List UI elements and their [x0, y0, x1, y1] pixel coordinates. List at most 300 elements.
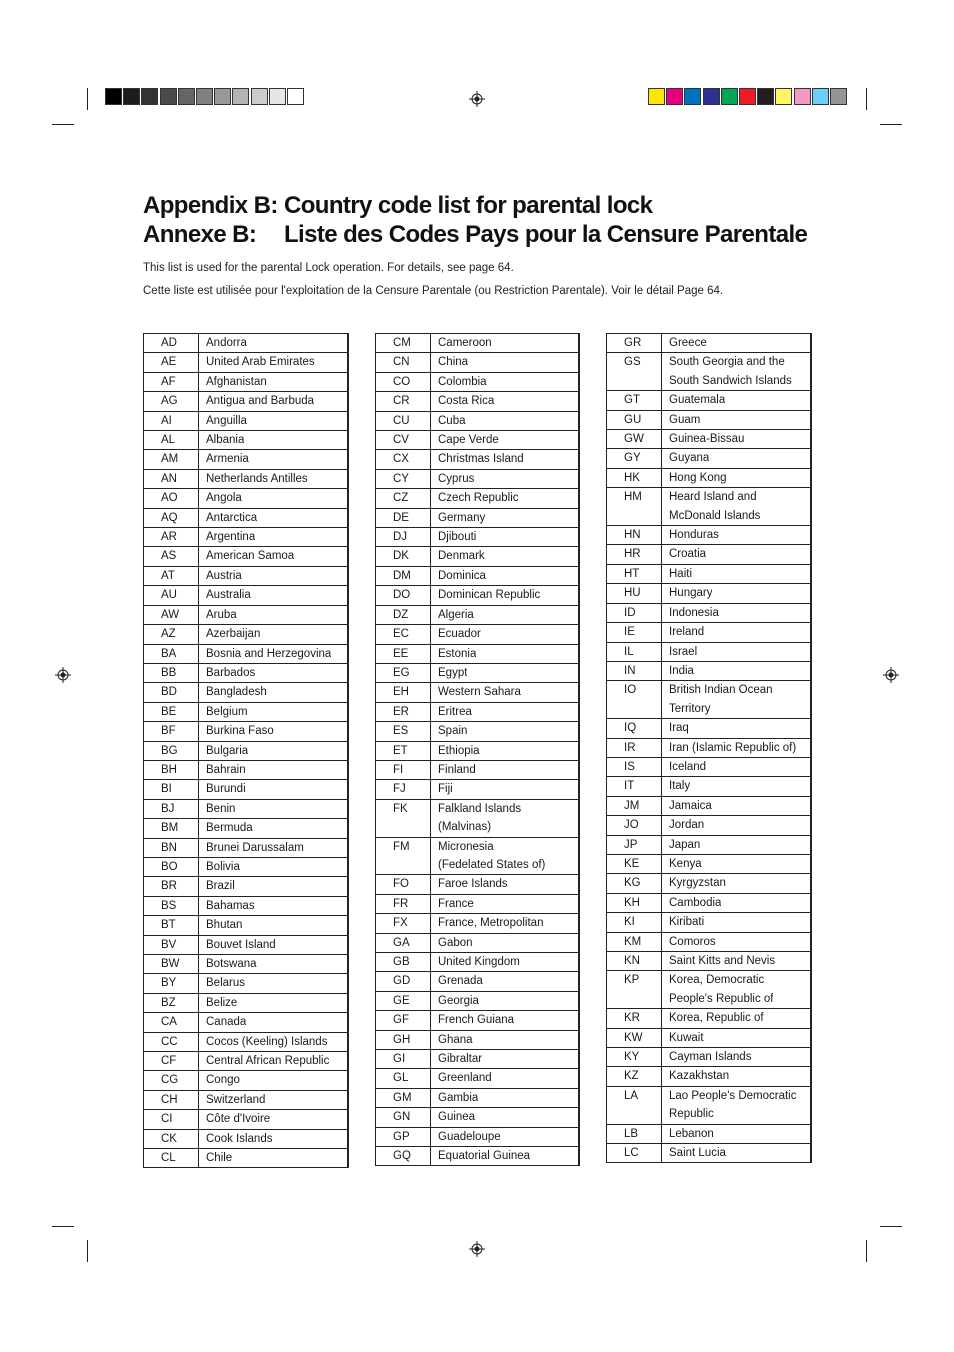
country-name-cell: [662, 584, 712, 602]
table-row: [607, 334, 810, 353]
country-name-cell: [662, 1067, 729, 1085]
country-name-cell: [431, 1108, 475, 1126]
table-row: [144, 819, 347, 838]
country-name-cell: [431, 780, 453, 798]
country-code-cell: GI: [376, 1050, 431, 1068]
country-code-cell: IN: [607, 662, 662, 680]
country-name-line: Bhutan: [206, 919, 243, 932]
table-row: [144, 994, 347, 1013]
country-name-line: Afghanistan: [206, 375, 267, 388]
country-name-cell: [199, 1033, 327, 1051]
country-name-line: Japan: [669, 838, 701, 851]
country-name-cell: [199, 1052, 329, 1070]
country-code-cell: FI: [376, 761, 431, 779]
country-name-line: Lao People's Democratic: [669, 1089, 797, 1102]
country-name-cell: [199, 412, 247, 430]
country-name-cell: [199, 683, 267, 701]
table-row: [144, 1013, 347, 1032]
country-code-cell: KI: [607, 913, 662, 931]
country-name-cell: [431, 470, 474, 488]
country-name-line: Iraq: [669, 722, 689, 735]
country-name-cell: [431, 800, 521, 837]
country-code-cell: CH: [144, 1091, 199, 1109]
table-row: [607, 469, 810, 488]
country-code-cell: KY: [607, 1048, 662, 1066]
table-row: [607, 894, 810, 913]
country-code-cell: AZ: [144, 625, 199, 643]
table-row: [607, 1087, 810, 1125]
country-code-cell: BG: [144, 742, 199, 760]
country-name-cell: [431, 722, 467, 740]
table-row: [144, 547, 347, 566]
country-code-cell: BN: [144, 839, 199, 857]
table-row: [144, 567, 347, 586]
registration-mark-icon: [55, 667, 71, 683]
table-row: [607, 777, 810, 796]
country-name-cell: [662, 353, 792, 390]
country-name-line: Eritrea: [438, 705, 472, 718]
country-code-cell: BI: [144, 780, 199, 798]
country-name-cell: [431, 703, 472, 721]
table-row: [376, 953, 578, 972]
table-row: [607, 584, 810, 603]
color-swatch: [794, 88, 811, 105]
country-code-cell: GL: [376, 1069, 431, 1087]
country-code-cell: FJ: [376, 780, 431, 798]
country-name-cell: [431, 683, 521, 701]
country-name-cell: [431, 992, 479, 1010]
country-name-cell: [662, 681, 773, 718]
table-row: [144, 450, 347, 469]
country-code-cell: JP: [607, 836, 662, 854]
country-name-cell: [662, 643, 697, 661]
country-code-cell: BW: [144, 955, 199, 973]
country-name-cell: [431, 567, 486, 585]
country-name-cell: [199, 819, 253, 837]
country-name-line: Heard Island and: [669, 491, 757, 504]
color-swatch: [721, 88, 738, 105]
country-name-line: Burkina Faso: [206, 725, 274, 738]
country-code-cell: IQ: [607, 719, 662, 737]
country-name-cell: [199, 1071, 240, 1089]
table-row: [144, 780, 347, 799]
table-row: [376, 934, 578, 953]
country-name-line: Guam: [669, 413, 701, 426]
country-name-cell: [662, 894, 721, 912]
country-code-cell: GE: [376, 992, 431, 1010]
country-name-line: Dominica: [438, 569, 486, 582]
table-row: [376, 761, 578, 780]
country-name-line: Bosnia and Herzegovina: [206, 647, 332, 660]
country-code-cell: KM: [607, 933, 662, 951]
country-name-line: Andorra: [206, 337, 247, 349]
table-row: [376, 992, 578, 1011]
country-code-cell: BF: [144, 722, 199, 740]
country-name-line: Iceland: [669, 760, 707, 773]
country-code-cell: IL: [607, 643, 662, 661]
country-name-cell: [199, 392, 314, 410]
country-name-line: Faroe Islands: [438, 878, 508, 891]
country-name-line: Comoros: [669, 935, 716, 948]
country-code-cell: AW: [144, 606, 199, 624]
color-swatch: [739, 88, 756, 105]
country-code-cell: CV: [376, 431, 431, 449]
country-code-cell: CG: [144, 1071, 199, 1089]
country-name-cell: [662, 1048, 751, 1066]
country-name-cell: [431, 934, 473, 952]
country-code-cell: BB: [144, 664, 199, 682]
country-name-line: Congo: [206, 1074, 240, 1087]
country-name-cell: [662, 334, 707, 352]
table-row: [144, 955, 347, 974]
country-name-line: Denmark: [438, 550, 485, 563]
color-swatch: [287, 88, 304, 105]
country-name-line: Algeria: [438, 608, 474, 621]
table-row: [607, 952, 810, 971]
table-row: [144, 1110, 347, 1129]
country-name-line: Indonesia: [669, 606, 719, 619]
crop-mark: [880, 1226, 902, 1227]
country-code-cell: KW: [607, 1029, 662, 1047]
country-name-cell: [431, 953, 520, 971]
country-code-cell: CR: [376, 392, 431, 410]
table-row: [376, 392, 578, 411]
table-row: [376, 509, 578, 528]
table-row: [376, 1050, 578, 1069]
country-name-line: South Georgia and the: [669, 356, 785, 369]
country-name-line: Gabon: [438, 936, 473, 949]
country-name-cell: [199, 353, 315, 371]
country-name-line: Antigua and Barbuda: [206, 395, 315, 408]
country-name-cell: [199, 1130, 272, 1148]
country-code-cell: AN: [144, 470, 199, 488]
country-name-cell: [199, 916, 242, 934]
country-name-line: Ecuador: [438, 628, 481, 641]
table-row: [376, 412, 578, 431]
country-code-cell: LC: [607, 1144, 662, 1162]
country-code-cell: GA: [376, 934, 431, 952]
country-name-line: British Indian Ocean: [669, 684, 773, 697]
country-code-cell: CO: [376, 373, 431, 391]
country-name-line: China: [438, 356, 469, 369]
country-name-cell: [662, 1009, 764, 1027]
country-name-line: Saint Kitts and Nevis: [669, 955, 776, 967]
country-name-line: Belgium: [206, 705, 248, 718]
table-row: [376, 1147, 578, 1165]
country-code-cell: IT: [607, 777, 662, 795]
table-row: [376, 800, 578, 838]
country-code-cell: CF: [144, 1052, 199, 1070]
country-code-cell: DE: [376, 509, 431, 527]
country-code-cell: ER: [376, 703, 431, 721]
country-name-cell: [199, 839, 304, 857]
table-row: [607, 797, 810, 816]
country-name-line: Switzerland: [206, 1093, 266, 1106]
country-name-line: Cocos (Keeling) Islands: [206, 1035, 328, 1048]
table-row: [376, 1128, 578, 1147]
table-row: [144, 489, 347, 508]
table-row: [607, 913, 810, 932]
country-code-cell: ES: [376, 722, 431, 740]
country-name-cell: [199, 373, 267, 391]
country-name-line: Aruba: [206, 608, 237, 621]
country-name-cell: [662, 816, 704, 834]
country-name-line: Brazil: [206, 880, 235, 893]
country-name-cell: [662, 1144, 726, 1162]
table-row: [607, 391, 810, 410]
country-code-cell: GS: [607, 353, 662, 390]
country-name-cell: [199, 974, 245, 992]
registration-mark-icon: [883, 667, 899, 683]
country-name-cell: [199, 994, 237, 1012]
country-name-line: Chile: [206, 1152, 233, 1165]
country-name-line: Jordan: [669, 819, 705, 832]
table-row: [144, 1149, 347, 1167]
table-row: [607, 565, 810, 584]
country-name-cell: [199, 625, 260, 643]
country-name-line: Côte d'Ivoire: [206, 1113, 271, 1126]
crop-mark: [87, 88, 88, 110]
country-name-line: People's Republic of: [669, 992, 774, 1005]
country-name-cell: [199, 800, 235, 818]
country-name-cell: [662, 777, 690, 795]
country-name-line: Italy: [669, 780, 691, 793]
country-name-cell: [199, 722, 274, 740]
country-code-cell: EG: [376, 664, 431, 682]
country-code-cell: CI: [144, 1110, 199, 1128]
country-code-cell: AI: [144, 412, 199, 430]
country-name-line: Botswana: [206, 958, 257, 970]
country-code-cell: FK: [376, 800, 431, 837]
country-name-cell: [662, 719, 689, 737]
country-code-cell: GF: [376, 1011, 431, 1029]
country-code-cell: GW: [607, 430, 662, 448]
country-name-line: Jamaica: [669, 799, 712, 812]
table-row: [607, 1009, 810, 1028]
table-row: [376, 431, 578, 450]
country-code-cell: CL: [144, 1149, 199, 1167]
country-code-cell: BO: [144, 858, 199, 876]
country-code-cell: EC: [376, 625, 431, 643]
country-code-cell: BT: [144, 916, 199, 934]
table-row: [144, 1130, 347, 1149]
country-name-line: Croatia: [669, 548, 707, 561]
country-code-cell: CC: [144, 1033, 199, 1051]
table-row: [144, 586, 347, 605]
country-name-line: Kenya: [669, 857, 702, 870]
table-row: [607, 1048, 810, 1067]
color-swatch: [214, 88, 231, 105]
table-row: [607, 526, 810, 545]
country-name-line: Belarus: [206, 977, 245, 990]
country-code-cell: LA: [607, 1087, 662, 1124]
country-code-cell: KG: [607, 874, 662, 892]
country-name-line: Czech Republic: [438, 492, 519, 505]
country-name-line: Cook Islands: [206, 1132, 273, 1145]
country-name-line: Bahamas: [206, 899, 255, 912]
country-name-cell: [431, 1147, 530, 1165]
country-code-cell: AF: [144, 373, 199, 391]
table-row: [376, 972, 578, 991]
country-name-line: (Malvinas): [438, 821, 492, 834]
country-name-cell: [662, 1087, 796, 1124]
country-code-cell: CN: [376, 353, 431, 371]
country-name-cell: [431, 1050, 482, 1068]
country-name-cell: [431, 972, 483, 990]
country-name-cell: [662, 758, 706, 776]
table-row: [376, 1011, 578, 1030]
country-name-cell: [431, 1069, 492, 1087]
table-row: [376, 742, 578, 761]
country-code-cell: HK: [607, 469, 662, 487]
color-swatch: [178, 88, 195, 105]
country-code-cell: EH: [376, 683, 431, 701]
table-row: [607, 816, 810, 835]
country-code-cell: AD: [144, 334, 199, 352]
country-name-cell: [199, 509, 257, 527]
table-row: [607, 758, 810, 777]
country-name-cell: [431, 645, 476, 663]
country-name-line: Kuwait: [669, 1031, 704, 1044]
country-name-cell: [431, 489, 519, 507]
country-name-cell: [662, 449, 709, 467]
table-row: [376, 353, 578, 372]
country-name-cell: [662, 430, 744, 448]
country-name-cell: [662, 874, 726, 892]
country-code-cell: ID: [607, 604, 662, 622]
country-name-line: French Guiana: [438, 1014, 515, 1027]
country-code-cell: FX: [376, 914, 431, 932]
country-name-cell: [199, 936, 276, 954]
country-name-line: Spain: [438, 725, 468, 738]
table-row: [144, 936, 347, 955]
country-name-line: Kiribati: [669, 916, 705, 929]
country-name-cell: [431, 392, 494, 410]
country-code-cell: GT: [607, 391, 662, 409]
country-name-line: Cambodia: [669, 896, 722, 909]
country-code-cell: BH: [144, 761, 199, 779]
country-name-line: Falkland Islands: [438, 802, 522, 815]
country-code-cell: AO: [144, 489, 199, 507]
country-name-line: Grenada: [438, 975, 483, 988]
country-name-line: Christmas Island: [438, 453, 524, 466]
crop-mark: [880, 124, 902, 125]
country-name-cell: [431, 664, 467, 682]
country-code-cell: CM: [376, 334, 431, 352]
table-row: [376, 703, 578, 722]
country-name-line: Dominican Republic: [438, 589, 541, 602]
country-name-cell: [199, 547, 294, 565]
country-code-cell: AU: [144, 586, 199, 604]
country-name-cell: [662, 545, 706, 563]
table-row: [144, 877, 347, 896]
table-row: [144, 858, 347, 877]
country-code-cell: AE: [144, 353, 199, 371]
table-row: [607, 933, 810, 952]
country-name-line: Colombia: [438, 375, 487, 388]
country-name-line: Benin: [206, 802, 236, 815]
country-code-cell: AG: [144, 392, 199, 410]
country-code-cell: IS: [607, 758, 662, 776]
country-name-cell: [662, 952, 775, 970]
country-code-cell: GU: [607, 411, 662, 429]
country-name-cell: [199, 897, 255, 915]
color-swatch: [160, 88, 177, 105]
crop-mark: [52, 1226, 74, 1227]
country-name-cell: [662, 1125, 714, 1143]
page-title-french: [143, 221, 807, 249]
country-code-cell: IO: [607, 681, 662, 718]
appendix-title: Country code list for parental lock: [284, 192, 653, 219]
country-name-cell: [431, 373, 487, 391]
country-name-cell: [662, 488, 760, 525]
country-name-cell: [431, 761, 476, 779]
country-name-cell: [662, 739, 796, 757]
country-name-line: Ireland: [669, 626, 705, 639]
country-code-cell: BR: [144, 877, 199, 895]
country-name-cell: [199, 858, 240, 876]
country-name-cell: [199, 664, 255, 682]
annexe-label: Annexe B:: [143, 221, 257, 248]
country-code-cell: AR: [144, 528, 199, 546]
country-code-table-1: [143, 333, 349, 1168]
crop-mark: [866, 1240, 867, 1262]
country-name-line: Gambia: [438, 1091, 479, 1104]
country-name-line: Brunei Darussalam: [206, 841, 304, 854]
country-name-line: American Samoa: [206, 550, 295, 563]
country-name-line: Korea, Republic of: [669, 1012, 764, 1025]
country-name-line: Germany: [438, 511, 486, 524]
table-row: [607, 1029, 810, 1048]
country-code-cell: KH: [607, 894, 662, 912]
country-code-cell: ET: [376, 742, 431, 760]
country-name-line: Gibraltar: [438, 1053, 483, 1066]
country-name-cell: [199, 567, 242, 585]
country-name-line: Cameroon: [438, 337, 492, 349]
country-name-line: Estonia: [438, 647, 477, 660]
country-name-cell: [662, 1029, 704, 1047]
country-name-cell: [431, 431, 499, 449]
country-name-cell: [199, 586, 251, 604]
country-name-cell: [431, 625, 481, 643]
color-swatch: [812, 88, 829, 105]
table-row: [144, 664, 347, 683]
country-name-line: Bolivia: [206, 860, 240, 873]
country-code-cell: BE: [144, 703, 199, 721]
table-row: [144, 800, 347, 819]
table-row: [607, 719, 810, 738]
table-row: [376, 586, 578, 605]
country-name-line: Ghana: [438, 1033, 473, 1046]
table-row: [607, 545, 810, 564]
table-row: [607, 836, 810, 855]
country-code-cell: LB: [607, 1125, 662, 1143]
country-name-cell: [431, 895, 474, 913]
table-row: [376, 914, 578, 933]
country-name-line: Republic: [669, 1108, 714, 1121]
country-code-cell: DJ: [376, 528, 431, 546]
country-name-line: Egypt: [438, 666, 468, 679]
country-name-cell: [431, 914, 543, 932]
table-row: [607, 874, 810, 893]
country-name-cell: [199, 645, 331, 663]
country-name-line: Bermuda: [206, 822, 253, 835]
country-name-cell: [431, 1128, 501, 1146]
country-name-line: Antarctica: [206, 511, 258, 524]
country-name-cell: [431, 875, 508, 893]
table-row: [144, 1091, 347, 1110]
country-code-cell: GH: [376, 1031, 431, 1049]
